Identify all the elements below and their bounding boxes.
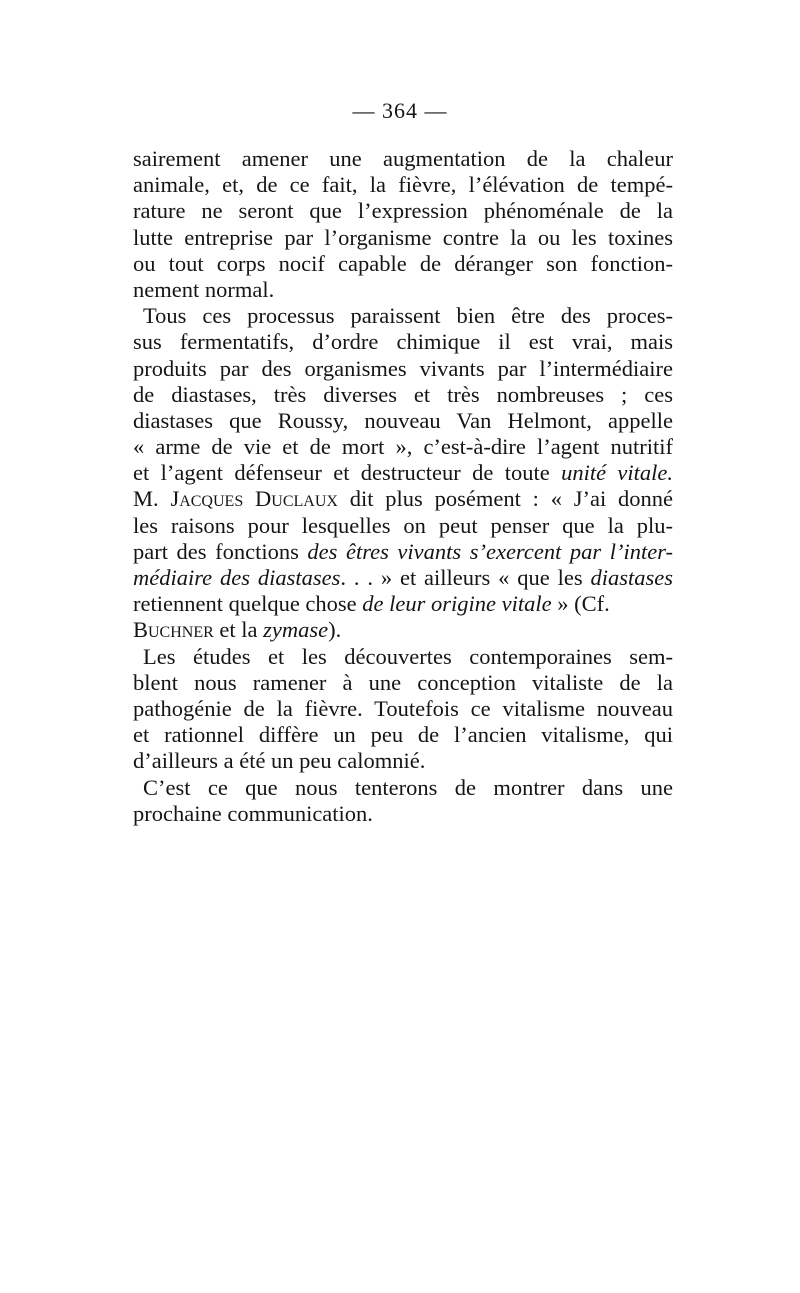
text-line: blent nous ramener à une conception vitaliste de la: [133, 669, 673, 695]
text-line: [133, 460, 673, 486]
text-line: de diastases, très diverses et très nombreuses ; ces: [133, 381, 673, 407]
text-line: et rationnel diffère un peu de l’ancien vitalisme, qui: [133, 722, 673, 748]
italic-quote: des êtres vivants s’exercent par l’inter-: [307, 538, 673, 564]
text-segment: et l’agent défenseur et destructeur de toute: [133, 460, 550, 486]
text-line: prochaine communication.: [133, 800, 373, 826]
italic-term: diastases: [590, 565, 673, 590]
text-line: animale, et, de ce fait, la fièvre, l’élévation de tempé-: [133, 172, 673, 198]
text-line: [133, 617, 673, 643]
text-line: C’est ce que nous tenterons de montrer dans une: [143, 774, 673, 800]
text-line: Les études et les découvertes contemporaines sem-: [143, 643, 673, 669]
text-line: [133, 539, 673, 565]
text-line: sus fermentatifs, d’ordre chimique il est vrai, mais: [133, 329, 673, 355]
text-line: [133, 565, 673, 591]
text-line: les raisons pour lesquelles on peut penser que la plu-: [133, 512, 673, 538]
author-name: Jacques Duclaux: [170, 486, 338, 512]
italic-quote: médiaire des diastases: [133, 565, 341, 590]
text-line: pathogénie de la fièvre. Toutefois ce vitalisme nouveau: [133, 695, 673, 721]
text-line: « arme de vie et de mort », c’est-à-dire l’agent nutritif: [133, 434, 673, 460]
text-line: lutte entreprise par l’organisme contre la ou les toxines: [133, 224, 673, 250]
text-segment: et la: [219, 617, 258, 643]
text-line: nement normal.: [133, 276, 275, 302]
text-segment: retiennent quelque chose: [133, 591, 357, 617]
italic-term: zymase: [263, 617, 329, 643]
page-number: — 364 —: [352, 98, 448, 123]
text-segment: » (Cf.: [557, 591, 610, 617]
text-segment: dit plus posément : « J’ai donné: [349, 486, 674, 512]
italic-term: unité vitale.: [561, 460, 674, 486]
text-line: d’ailleurs a été un peu calomnié.: [133, 748, 426, 774]
text-line: rature ne seront que l’expression phénoménale de la: [133, 198, 673, 224]
text-line: ou tout corps nocif capable de déranger son fonction-: [133, 250, 673, 276]
text-line: [133, 486, 673, 512]
text-segment: . . . » et ailleurs « que les: [340, 565, 583, 590]
italic-quote: de leur origine vitale: [362, 591, 552, 617]
text-line: sairement amener une augmentation de la chaleur: [133, 146, 673, 171]
author-name: Buchner: [133, 617, 214, 643]
text-line: [133, 591, 673, 617]
text-segment: part des fonctions: [133, 538, 299, 564]
body-text: [133, 146, 673, 827]
text-line: Tous ces processus paraissent bien être des proces-: [143, 303, 673, 329]
text-line: produits par des organismes vivants par l’intermédiaire: [133, 355, 673, 381]
text-segment: M.: [133, 486, 159, 512]
text-line: diastases que Roussy, nouveau Van Helmont, appelle: [133, 407, 673, 433]
text-segment: ).: [328, 617, 342, 643]
